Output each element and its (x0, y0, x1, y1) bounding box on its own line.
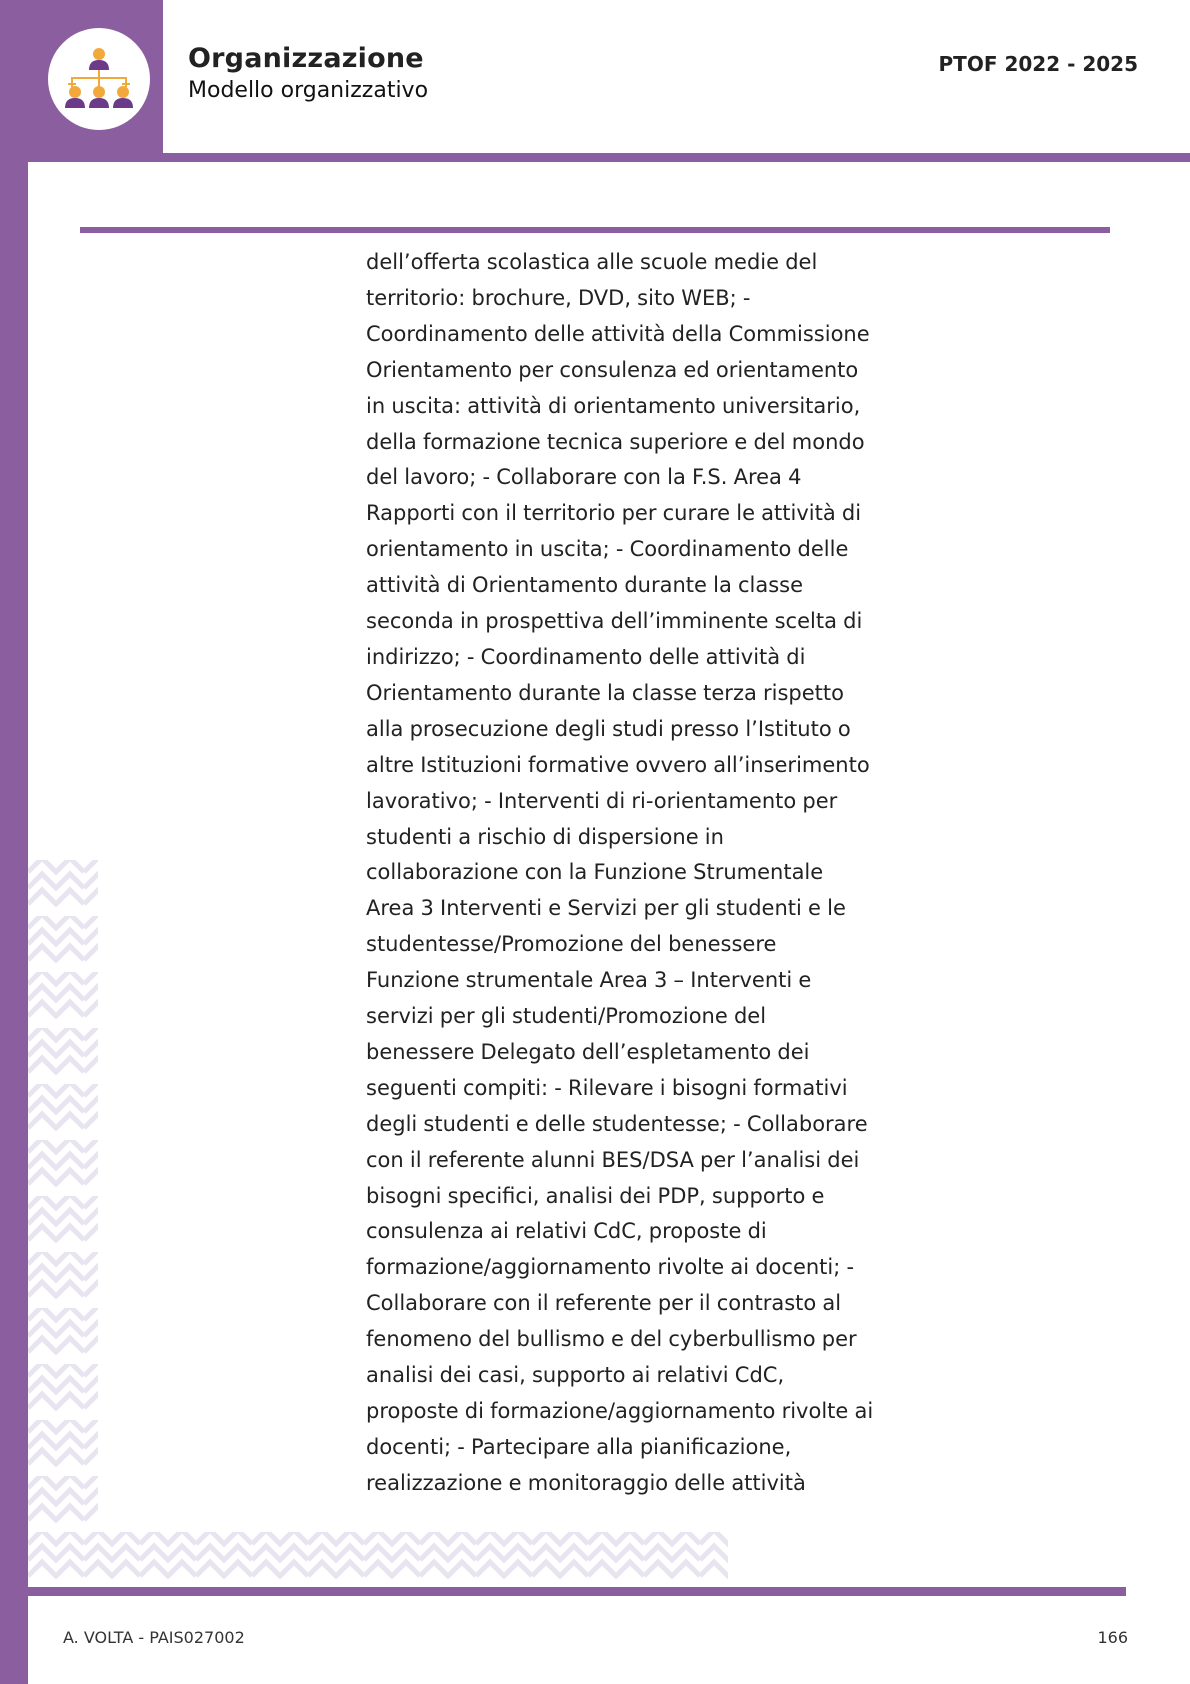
text-line: con il referente alunni BES/DSA per l’analisi dei (366, 1147, 860, 1172)
text-line: formazione/aggiornamento rivolte ai docenti; - (366, 1255, 855, 1280)
text-line: Area 3 Interventi e Servizi per gli studenti e le (366, 896, 846, 921)
text-line: in uscita: attività di orientamento universitario, (366, 393, 861, 418)
text-line: indirizzo; - Coordinamento delle attività di (366, 644, 806, 669)
text-line: Collaborare con il referente per il contrasto al (366, 1291, 842, 1316)
page-number: 166 (1097, 1628, 1128, 1647)
body-paragraph (366, 245, 886, 1502)
text-line: bisogni specifici, analisi dei PDP, supporto e (366, 1183, 825, 1208)
page-subtitle: Modello organizzativo (188, 78, 429, 103)
text-line: altre Istituzioni formative ovvero all’inserimento (366, 752, 870, 777)
text-line: Rapporti con il territorio per curare le attività di (366, 501, 862, 526)
text-line: Orientamento per consulenza ed orientamento (366, 357, 859, 382)
content-divider (80, 227, 1110, 233)
text-line: studentesse/Promozione del benessere (366, 932, 777, 957)
ptof-label: PTOF 2022 - 2025 (938, 52, 1138, 76)
text-line: Funzione strumentale Area 3 – Interventi e (366, 968, 812, 993)
text-line: territorio: brochure, DVD, sito WEB; - (366, 285, 751, 310)
org-chart-icon (65, 46, 133, 112)
text-line: benessere Delegato dell’espletamento dei (366, 1039, 810, 1064)
text-line: dell’offerta scolastica alle scuole medie del (366, 250, 818, 274)
text-line: studenti a rischio di dispersione in (366, 824, 724, 849)
text-line: docenti; - Partecipare alla pianificazione, (366, 1434, 792, 1459)
text-line: Orientamento durante la classe terza rispetto (366, 680, 844, 705)
text-line: realizzazione e monitoraggio delle attività (366, 1470, 806, 1495)
left-accent-bar (0, 0, 28, 1684)
section-logo (48, 28, 150, 130)
header-divider (0, 153, 1190, 162)
text-line: analisi dei casi, supporto ai relativi CdC, (366, 1363, 785, 1388)
text-line: seconda in prospettiva dell’imminente scelta di (366, 609, 863, 634)
text-line: fenomeno del bullismo e del cyberbullismo per (366, 1327, 857, 1352)
text-line: della formazione tecnica superiore e del mondo (366, 429, 865, 454)
text-line: Coordinamento delle attività della Commissione (366, 321, 870, 346)
text-line: proposte di formazione/aggiornamento rivolte ai (366, 1399, 874, 1423)
text-line: consulenza ai relativi CdC, proposte di (366, 1219, 767, 1244)
footer-school-code: A. VOLTA - PAIS027002 (63, 1628, 245, 1647)
text-line: attività di Orientamento durante la classe (366, 573, 804, 598)
text-line: alla prosecuzione degli studi presso l’Istituto o (366, 716, 851, 741)
text-line: servizi per gli studenti/Promozione del (366, 1004, 767, 1029)
page-title: Organizzazione (188, 43, 424, 74)
text-line: collaborazione con la Funzione Strumentale (366, 860, 824, 885)
text-line: orientamento in uscita; - Coordinamento delle (366, 537, 849, 562)
text-line: lavorativo; - Interventi di ri-orientamento per (366, 788, 838, 813)
text-line: degli studenti e delle studentesse; - Collaborare (366, 1111, 868, 1136)
footer-divider (28, 1587, 1126, 1596)
text-line: seguenti compiti: - Rilevare i bisogni formativi (366, 1075, 848, 1100)
text-line: del lavoro; - Collaborare con la F.S. Area 4 (366, 465, 802, 490)
